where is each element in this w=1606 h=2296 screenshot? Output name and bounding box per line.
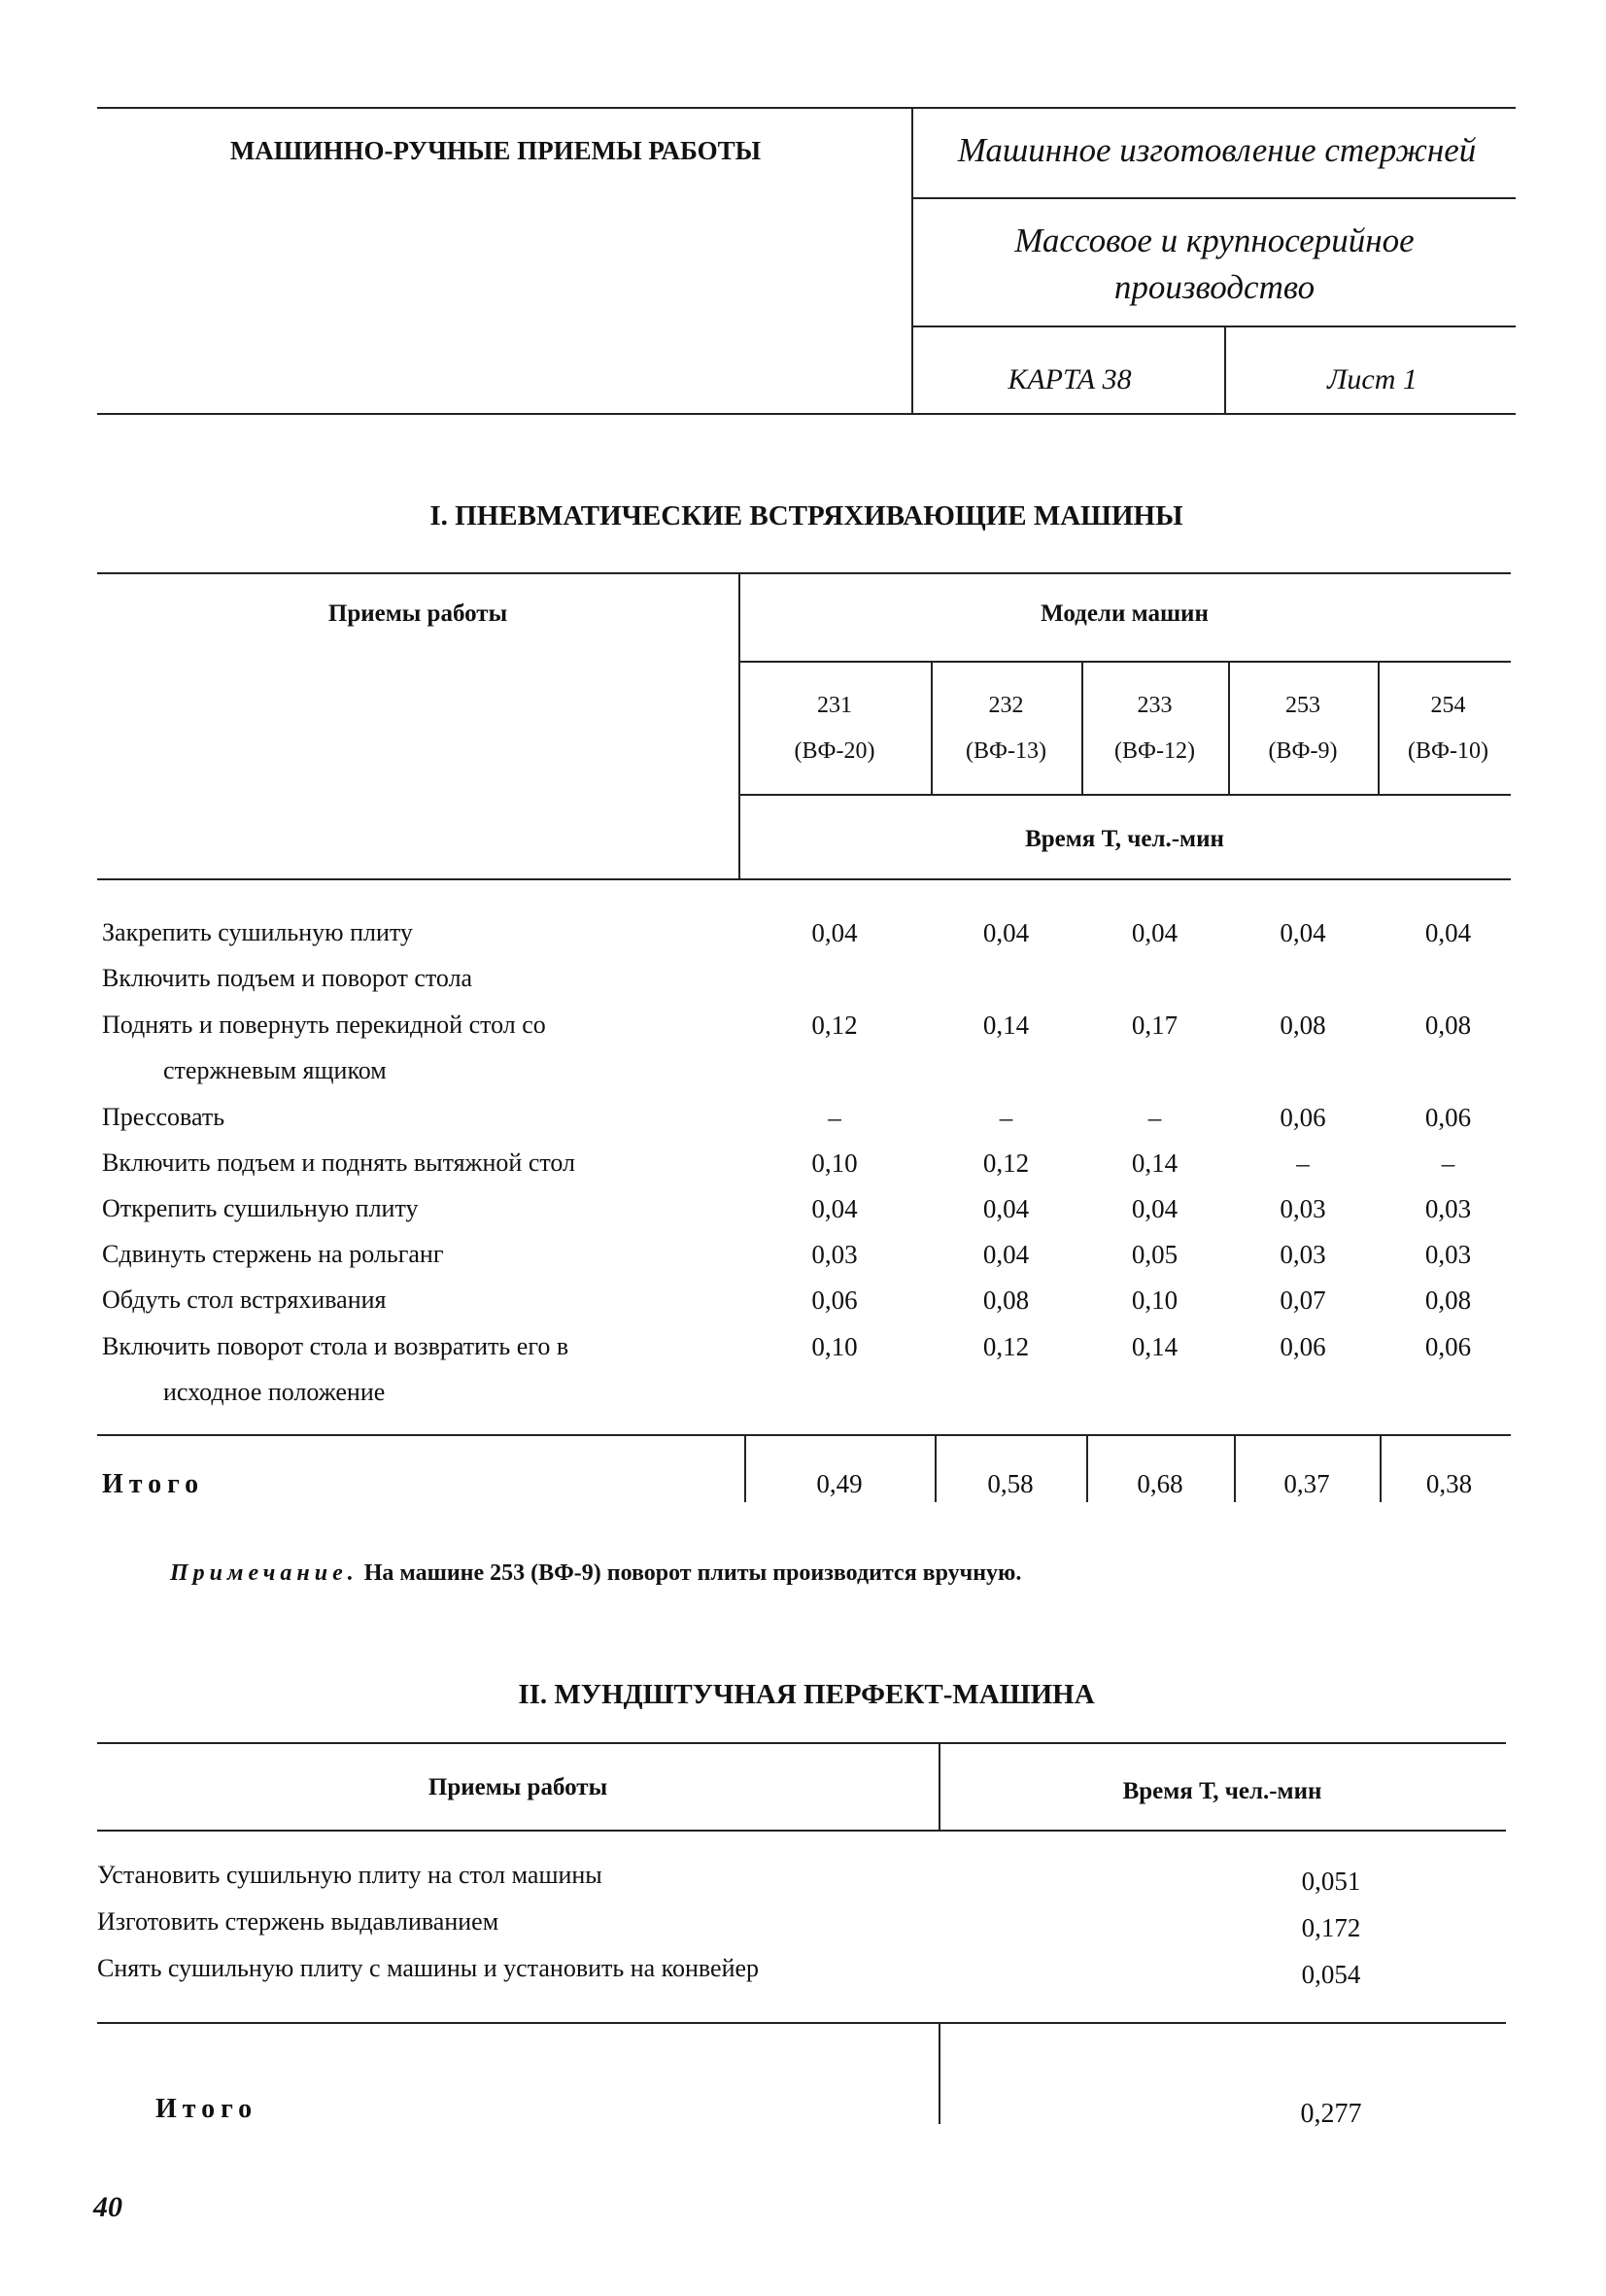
time-value: 0,07 [1280, 1285, 1326, 1315]
time-value: 0,08 [1424, 1285, 1472, 1315]
model-number: 253 [1285, 693, 1320, 718]
s1-total-label: Итого [102, 1469, 205, 1499]
s2-header-bottom-rule [97, 1830, 1506, 1832]
header-bottom-rule [97, 413, 1516, 415]
time-value: 0,12 [982, 1148, 1030, 1178]
time-value: – [1147, 1103, 1162, 1132]
header-divider [911, 107, 913, 415]
s1-time-label: Время Т, чел.-мин [1025, 826, 1224, 852]
header-right-title: Машинное изготовление стержней [957, 131, 1477, 169]
time-value: – [1441, 1148, 1455, 1178]
time-value: 0,03 [1424, 1194, 1472, 1223]
operation-label: Сдвинуть стержень на рольганг [102, 1240, 444, 1268]
total-value: 0,58 [987, 1469, 1034, 1498]
s2-total-label: Итого [155, 2094, 258, 2124]
time-value: 0,14 [1131, 1148, 1179, 1178]
s2-col-operations: Приемы работы [427, 1774, 608, 1800]
s1-col-models: Модели машин [1041, 600, 1209, 627]
s1-col-divider-2 [1081, 661, 1083, 796]
s2-top-rule [97, 1742, 1506, 1744]
time-value: 0,12 [982, 1332, 1030, 1361]
time-value: 0,03 [1424, 1240, 1472, 1269]
header-card: КАРТА 38 [1008, 363, 1132, 395]
s1-col-divider-3 [1228, 661, 1230, 796]
time-value: – [999, 1103, 1013, 1132]
time-value: 0,05 [1131, 1240, 1179, 1269]
time-value: 0,04 [1280, 918, 1326, 947]
operation-label: исходное положение [163, 1378, 386, 1406]
operation-label: Включить подъем и поворот стола [102, 964, 473, 992]
time-value: 0,04 [982, 918, 1030, 947]
s1-total-rule [97, 1434, 1511, 1436]
time-value: 0,10 [811, 1148, 858, 1178]
model-code: (ВФ-13) [966, 738, 1046, 764]
header-top-rule [97, 107, 1516, 109]
operation-label: Прессовать [102, 1103, 225, 1131]
time-value: 0,172 [1301, 1913, 1361, 1942]
model-code: (ВФ-12) [1114, 738, 1195, 764]
time-value: 0,03 [1280, 1240, 1326, 1269]
model-number: 254 [1430, 693, 1466, 718]
section1-title: I. ПНЕВМАТИЧЕСКИЕ ВСТРЯХИВАЮЩИЕ МАШИНЫ [429, 500, 1183, 531]
time-value: 0,04 [811, 1194, 858, 1223]
time-value: 0,10 [811, 1332, 858, 1361]
time-value: 0,06 [1424, 1103, 1472, 1132]
time-value: 0,14 [1131, 1332, 1179, 1361]
model-number: 232 [988, 693, 1024, 718]
time-value: 0,04 [1131, 918, 1179, 947]
time-value: 0,06 [1280, 1103, 1326, 1132]
s1-col-operations: Приемы работы [327, 600, 508, 627]
operation-label: Открепить сушильную плиту [102, 1194, 419, 1222]
operation-label: Закрепить сушильную плиту [102, 918, 413, 946]
s2-col-time: Время Т, чел.-мин [1122, 1778, 1322, 1804]
time-value: – [1296, 1148, 1310, 1178]
s1-note [170, 1560, 1021, 1587]
time-value: 0,04 [1424, 918, 1472, 947]
time-value: – [828, 1103, 841, 1132]
time-value: 0,08 [982, 1285, 1030, 1315]
s1-top-rule [97, 572, 1511, 574]
s2-total-value: 0,277 [1300, 2099, 1362, 2129]
operation-label: Установить сушильную плиту на стол машины [97, 1861, 602, 1889]
model-code: (ВФ-10) [1408, 738, 1488, 764]
header-sheet: Лист 1 [1327, 363, 1418, 395]
model-code: (ВФ-20) [794, 738, 875, 764]
time-value: 0,04 [982, 1240, 1030, 1269]
total-value: 0,38 [1425, 1469, 1473, 1498]
time-value: 0,08 [1280, 1011, 1326, 1040]
time-value: 0,03 [1280, 1194, 1326, 1223]
s1-header-bottom-rule [97, 878, 1511, 880]
note-label: Примечание. [170, 1560, 359, 1586]
model-number: 231 [817, 693, 852, 718]
time-value: 0,06 [811, 1285, 858, 1315]
s1-col-divider-1 [931, 661, 933, 796]
header-production-line2: производство [1113, 268, 1316, 306]
total-value: 0,49 [816, 1469, 863, 1498]
time-value: 0,04 [982, 1194, 1030, 1223]
s2-divider-bottom [939, 2022, 940, 2124]
operation-label: Снять сушильную плиту с машины и установить на конвейер [97, 1954, 760, 1982]
operation-label: Обдуть стол встряхивания [102, 1285, 387, 1314]
header-left-title: МАШИННО-РУЧНЫЕ ПРИЕМЫ РАБОТЫ [229, 136, 762, 165]
s1-codes-rule [738, 794, 1511, 796]
s1-models-rule [738, 661, 1511, 663]
time-value: 0,14 [982, 1011, 1030, 1040]
time-value: 0,04 [811, 918, 858, 947]
operation-label: Поднять и повернуть перекидной стол со [102, 1011, 546, 1039]
time-value: 0,051 [1301, 1867, 1361, 1896]
time-value: 0,054 [1301, 1960, 1361, 1989]
note-text: На машине 253 (ВФ-9) поворот плиты производится вручную. [363, 1560, 1022, 1586]
total-value: 0,68 [1137, 1469, 1183, 1498]
page-number: 40 [93, 2191, 122, 2223]
header-production-line1: Массовое и крупносерийное [1014, 222, 1415, 259]
operation-label: Изготовить стержень выдавливанием [97, 1907, 499, 1936]
s1-col-divider-4 [1378, 661, 1380, 796]
time-value: 0,12 [811, 1011, 858, 1040]
header-rule-1 [911, 197, 1516, 199]
model-code: (ВФ-9) [1268, 738, 1338, 764]
operation-label: стержневым ящиком [163, 1056, 387, 1084]
time-value: 0,04 [1131, 1194, 1179, 1223]
time-value: 0,06 [1280, 1332, 1326, 1361]
header-card-divider [1224, 326, 1226, 415]
section2-title: II. МУНДШТУЧНАЯ ПЕРФЕКТ-МАШИНА [518, 1679, 1095, 1710]
time-value: 0,03 [811, 1240, 858, 1269]
s2-total-rule [97, 2022, 1506, 2024]
time-value: 0,08 [1424, 1011, 1472, 1040]
operation-label: Включить подъем и поднять вытяжной стол [102, 1148, 576, 1177]
time-value: 0,06 [1424, 1332, 1472, 1361]
header-rule-2 [911, 326, 1516, 327]
time-value: 0,10 [1131, 1285, 1179, 1315]
model-number: 233 [1137, 693, 1173, 718]
total-value: 0,37 [1283, 1469, 1330, 1498]
operation-label: Включить поворот стола и возвратить его в [102, 1332, 569, 1360]
time-value: 0,17 [1131, 1011, 1179, 1040]
